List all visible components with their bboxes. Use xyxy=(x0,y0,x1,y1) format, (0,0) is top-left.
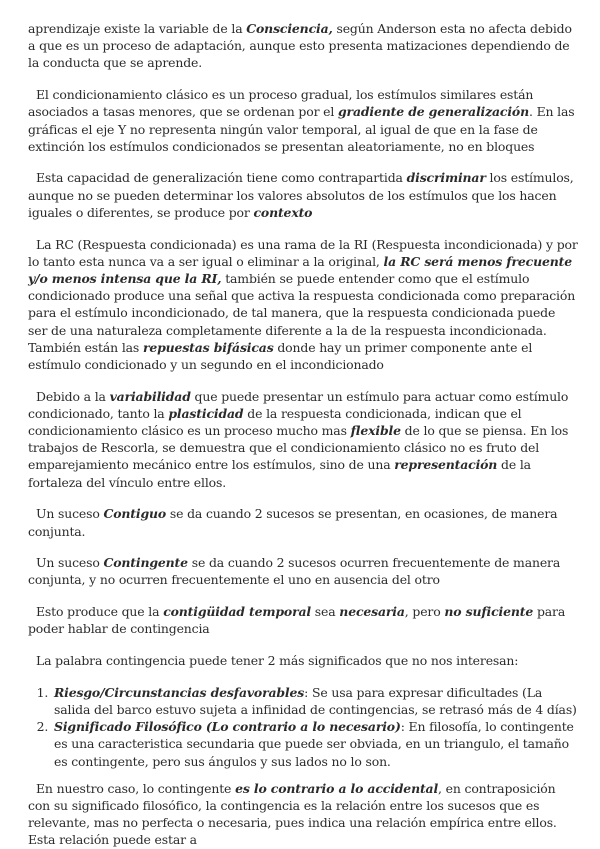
text-run: los estímulos, aunque no se pueden determinar los valores absolutos de los estímulos que los hacen iguales o diferentes, se produce por xyxy=(28,170,574,220)
text-run: se da cuando 2 sucesos ocurren frecuentemente de manera conjunta, y no ocurren frecuentemente el uno en ausencia del otro xyxy=(28,555,561,588)
text-run: Esto produce que la xyxy=(36,604,164,620)
emphasized-term: flexible xyxy=(350,423,401,439)
paragraph-5 xyxy=(28,388,578,491)
emphasized-term: gradiente de generalización xyxy=(338,104,529,120)
emphasized-term: necesaria xyxy=(339,604,405,620)
text-run: aprendizaje existe la variable de la xyxy=(28,21,247,36)
paragraph-7 xyxy=(28,554,578,588)
list-item xyxy=(52,684,578,718)
text-run: La RC (Respuesta condicionada) es una rama de la RI (Respuesta incondicionada) y por lo tanto esta nunca va a ser igual o eliminar a la original, xyxy=(28,236,578,269)
emphasized-term: Consciencia, xyxy=(246,21,333,36)
emphasized-term: variabilidad xyxy=(109,388,191,404)
paragraph-4 xyxy=(28,236,578,374)
text-run: Un suceso xyxy=(36,555,104,571)
meanings-list xyxy=(28,684,578,770)
emphasized-term: no suficiente xyxy=(444,604,534,620)
text-run: : En filosofía, lo contingente es una caracteristica secundaria que puede ser obviada, en un triangulo, el tamaño es contingente, pero sus ángulos y sus lados no lo son. xyxy=(54,719,574,769)
emphasized-term: plasticidad xyxy=(168,405,244,421)
emphasized-term: discriminar xyxy=(406,170,486,186)
text-run: donde hay un primer componente ante el estímulo condicionado y un segundo en el incondicionado xyxy=(28,339,533,372)
text-run: , en contraposición con su significado filosófico, la contingencia es la relación entre los sucesos que es relevante, mas no perfecta o necesaria, pues indica una relación empírica entre ellos. Esta relación puede estar a xyxy=(28,780,557,848)
text-run: de la fortaleza del vínculo entre ellos. xyxy=(28,457,531,490)
text-run: para poder hablar de contingencia xyxy=(28,604,566,637)
text-run: Esta capacidad de generalización tiene como contrapartida xyxy=(36,170,407,186)
text-run: Debido a la xyxy=(36,388,110,404)
text-run: , pero xyxy=(404,604,445,620)
emphasized-term: Significado Filosófico (Lo contrario a lo necesario) xyxy=(54,719,401,735)
paragraph-1 xyxy=(28,20,578,72)
emphasized-term: es lo contrario a lo accidental xyxy=(235,780,439,796)
emphasized-term: representación xyxy=(394,457,498,473)
text-run: también se puede entender como que el estímulo condicionado produce una señal que activa la respuesta condicionada como preparación para el estímulo incondicionado, de tal manera, que la respuesta condicionada puede ser de una naturaleza completamente diferente a la de la respuesta incondicionada. También están las xyxy=(28,270,576,355)
text-run: El condicionamiento clásico es un proceso gradual, los estímulos similares están asociados a tasas menores, que se ordenan por el xyxy=(28,87,534,120)
paragraph-6 xyxy=(28,505,578,539)
list-item xyxy=(52,718,578,770)
text-run: que puede presentar un estímulo para actuar como estímulo condicionado, tanto la xyxy=(28,388,569,421)
text-run: Un suceso xyxy=(36,506,104,522)
text-run: . En las gráficas el eje Y no representa ningún valor temporal, al igual de que en la fase de extinción los estímulos condicionados se presentan aleatoriamente, no en bloques xyxy=(28,104,575,154)
text-run: se da cuando 2 sucesos se presentan, en ocasiones, de manera conjunta. xyxy=(28,506,558,539)
text-run: de la respuesta condicionada, indican que el condicionamiento clásico es un proceso mucho mas xyxy=(28,405,522,439)
paragraph-9 xyxy=(28,652,578,669)
emphasized-term: contexto xyxy=(253,204,313,220)
text-run: En nuestro caso, lo contingente xyxy=(36,780,236,796)
text-run: : Se usa para expresar dificultades (La salida del barco estuvo sujeta a infinidad de contingencias, se retrasó más de 4 días) xyxy=(54,684,577,717)
paragraph-closing xyxy=(28,780,578,849)
emphasized-term: Contiguo xyxy=(103,506,167,522)
emphasized-term: Contingente xyxy=(103,555,188,571)
emphasized-term: repuestas bifásicas xyxy=(142,339,274,355)
text-run: sea xyxy=(310,604,340,620)
text-run: de lo que se piensa. En los trabajos de Rescorla, se demuestra que el condicionamiento clásico no es fruto del emparejamiento mecánico entre los estímulos, sino de una xyxy=(28,423,569,473)
text-run: según Anderson esta no afecta debido a que es un proceso de adaptación, aunque esto presenta matizaciones dependiendo de la conducta que se aprende. xyxy=(28,21,572,71)
emphasized-term: la RC será menos frecuente y/o menos intensa que la RI, xyxy=(28,253,572,286)
paragraph-8 xyxy=(28,603,578,637)
text-run: La palabra contingencia puede tener 2 más significados que no nos interesan: xyxy=(36,653,519,669)
emphasized-term: Riesgo/Circunstancias desfavorables xyxy=(54,684,305,700)
paragraph-2 xyxy=(28,86,578,155)
body-before-list xyxy=(28,20,578,669)
emphasized-term: contigüidad temporal xyxy=(163,604,311,620)
paragraph-3 xyxy=(28,169,578,221)
